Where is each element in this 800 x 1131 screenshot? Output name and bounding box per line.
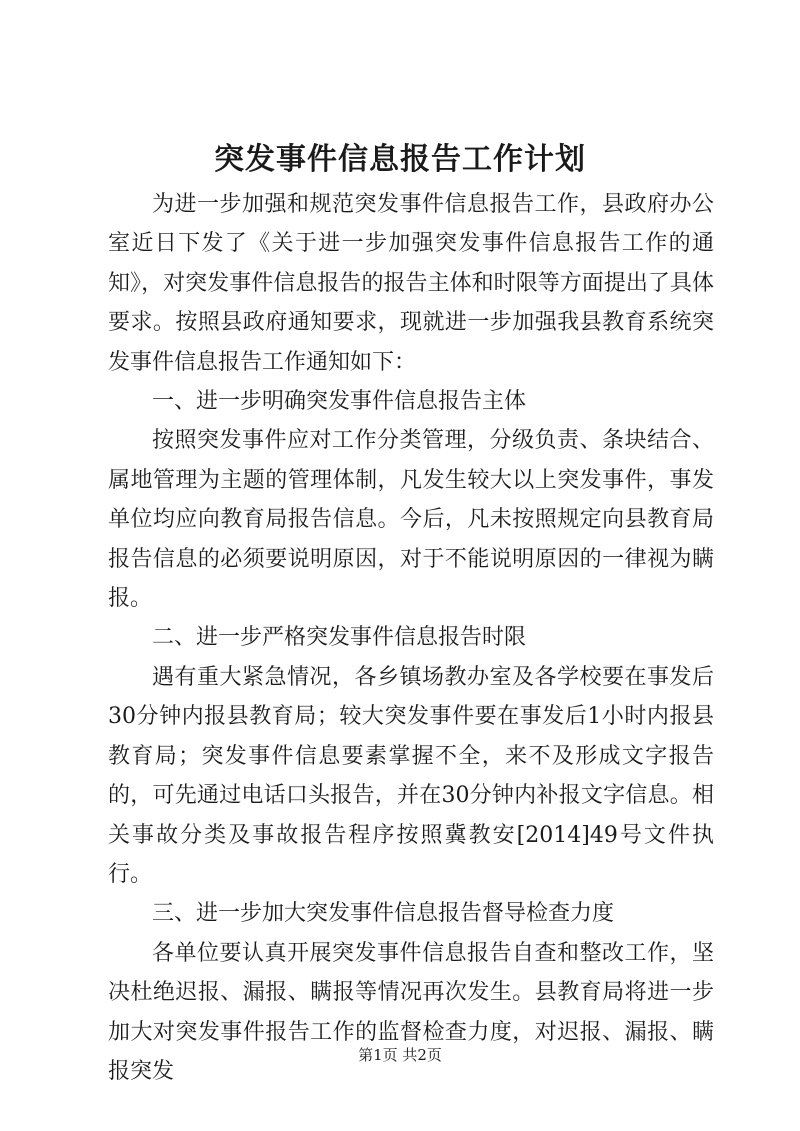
section-heading-1: 一、进一步明确突发事件信息报告主体 [152,389,527,415]
section-1-paragraph: 按照突发事件应对工作分类管理，分级负责、条块结合、属地管理为主题的管理体制，凡发生较大以上突发事件，事发单位均应向教育局报告信息。今后，凡未按照规定向县教育局报告信息的必须要说明原因，对于不能说明原因的一律视为瞒报。 [108,428,714,612]
document-body [108,185,714,1091]
section-3-paragraph: 各单位要认真开展突发事件信息报告自查和整改工作，坚决杜绝迟报、漏报、瞒报等情况再次发生。县教育局将进一步加大对突发事件报告工作的监督检查力度，对迟报、漏报、瞒报突发 [108,940,714,1084]
page-number-footer: 第1页 共2页 [358,1046,442,1064]
section-2-paragraph: 遇有重大紧急情况，各乡镇场教办室及各学校要在事发后30分钟内报县教育局；较大突发事件要在事发后1小时内报县教育局；突发事件信息要素掌握不全，来不及形成文字报告的，可先通过电话口头报告，并在30分钟内补报文字信息。相关事故分类及事故报告程序按照冀教安[2014]49号文件执行。 [108,664,714,887]
section-heading-3: 三、进一步加大突发事件信息报告督导检查力度 [152,901,615,927]
intro-paragraph: 为进一步加强和规范突发事件信息报告工作，县政府办公室近日下发了《关于进一步加强突发事件信息报告工作的通知》，对突发事件信息报告的报告主体和时限等方面提出了具体要求。按照县政府通知要求，现就进一步加强我县教育系统突发事件信息报告工作通知如下： [108,192,714,375]
section-heading-2: 二、进一步严格突发事件信息报告时限 [152,625,527,651]
document-title: 突发事件信息报告工作计划 [214,142,586,177]
